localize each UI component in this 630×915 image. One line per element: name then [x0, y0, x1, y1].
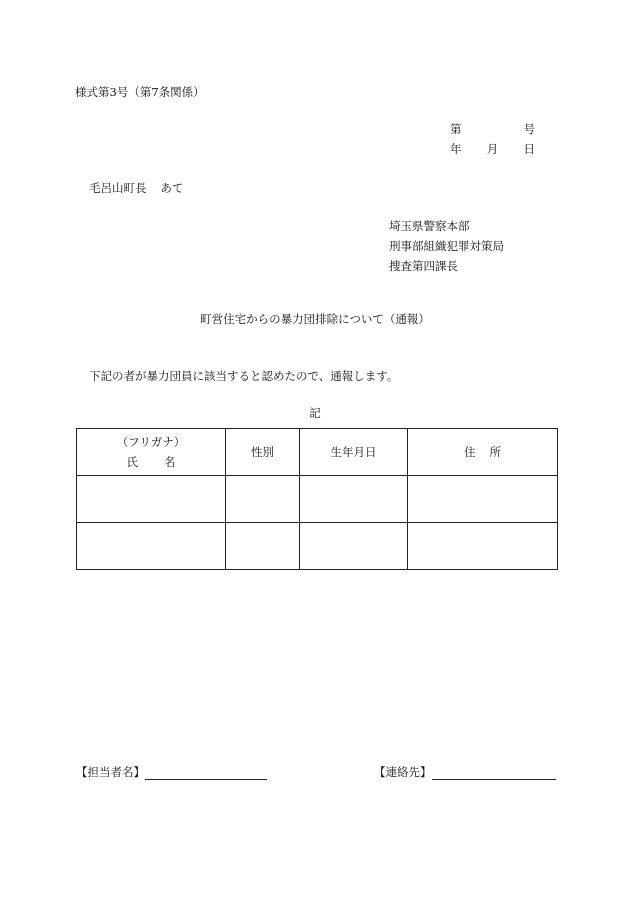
header-address-a: 住 [464, 445, 476, 459]
addressee [89, 180, 184, 196]
cell-address[interactable] [408, 523, 558, 570]
date-day: 日 [523, 142, 535, 156]
sender-line-1: 埼玉県警察本部 [389, 219, 470, 233]
cell-name[interactable] [77, 523, 226, 570]
cell-gender[interactable] [226, 523, 300, 570]
table-row [77, 476, 558, 523]
sender-block [389, 216, 504, 276]
cell-birthdate[interactable] [300, 476, 408, 523]
header-gender: 性別 [226, 429, 300, 476]
ki-heading: 記 [309, 406, 321, 420]
header-name-b: 名 [164, 455, 176, 469]
contact-person-underline[interactable] [145, 765, 267, 780]
document-date-line [450, 141, 535, 157]
contact-person-label: 【担当者名】 [76, 765, 145, 779]
header-address-b: 所 [489, 445, 501, 459]
header-birthdate: 生年月日 [300, 429, 408, 476]
table-header-row [77, 429, 558, 476]
date-year: 年 [450, 142, 462, 156]
cell-gender[interactable] [226, 476, 300, 523]
contact-info-label: 【連絡先】 [374, 765, 432, 779]
document-title: 町営住宅からの暴力団排除について（通報） [200, 312, 430, 326]
addressee-honorific: あて [160, 181, 184, 195]
cell-birthdate[interactable] [300, 523, 408, 570]
date-month: 月 [486, 142, 499, 156]
contact-person-field [76, 764, 267, 780]
body-text: 下記の者が暴力団員に該当すると認めたので、通報します。 [89, 369, 399, 383]
header-address [408, 429, 558, 476]
report-table [76, 428, 558, 570]
table-row [77, 523, 558, 570]
document-number-line [450, 121, 535, 137]
number-prefix: 第 [450, 122, 462, 136]
form-identifier: 様式第3号（第7条関係） [75, 85, 205, 99]
addressee-name: 毛呂山町長 [89, 181, 147, 195]
cell-address[interactable] [408, 476, 558, 523]
header-name-a: 氏 [126, 455, 138, 469]
header-furigana: （フリガナ） [116, 435, 186, 449]
header-name [77, 429, 226, 476]
sender-line-2: 刑事部組織犯罪対策局 [389, 239, 504, 253]
contact-info-underline[interactable] [432, 765, 556, 780]
contact-info-field [374, 764, 556, 780]
sender-line-3: 捜査第四課長 [389, 259, 458, 273]
cell-name[interactable] [77, 476, 226, 523]
number-suffix: 号 [523, 122, 535, 136]
